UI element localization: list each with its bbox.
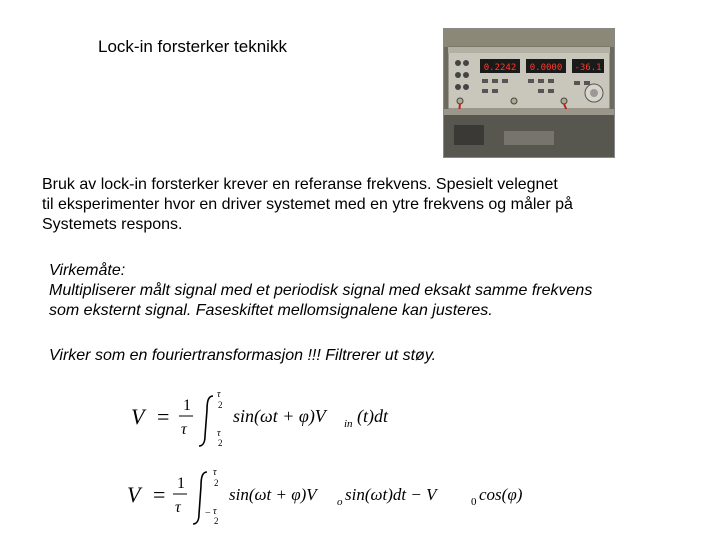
readout-1: 0.2242 <box>483 63 517 73</box>
eq2-tail: cos(φ) <box>479 485 523 504</box>
eq2-sub1: o <box>337 496 343 508</box>
method-heading: Virkemåte: <box>49 262 126 279</box>
method-paragraph <box>49 261 709 321</box>
eq2-upper-den: 2 <box>214 478 219 488</box>
intro-line: Systemets respons. <box>42 216 183 233</box>
intro-paragraph <box>42 175 682 235</box>
readout-2: 0.0000 <box>529 63 563 73</box>
eq2-equals: = <box>153 482 166 507</box>
eq2-lower-num: τ <box>213 506 217 517</box>
lock-in-amplifier-photo <box>443 28 615 158</box>
instrument-image <box>444 29 614 157</box>
intro-line: Bruk av lock-in forsterker krever en referanse frekvens. Spesielt velegnet <box>42 176 558 193</box>
eq1-upper: τ <box>217 389 221 400</box>
eq2-frac-num: 1 <box>177 475 185 492</box>
method-line: som eksternt signal. Faseskiftet mellomsignalene kan justeres. <box>49 302 493 319</box>
eq2-lower-minus: − <box>205 508 211 519</box>
eq1-frac-den: τ <box>181 421 187 438</box>
eq2-frac-den: τ <box>175 499 181 516</box>
slide-title: Lock-in forsterker teknikk <box>98 37 287 56</box>
equation-2 <box>125 466 545 530</box>
eq1-integral <box>199 396 213 446</box>
eq1-upper-den: 2 <box>218 400 223 410</box>
eq1-equals: = <box>157 404 170 429</box>
intro-line: til eksperimenter hvor en driver systemet med en ytre frekvens og måler på <box>42 196 573 213</box>
eq1-lower: τ <box>217 428 221 439</box>
eq1-lhs: V <box>131 404 145 429</box>
readout-3: -36.1 <box>574 63 602 73</box>
eq2-upper: τ <box>213 467 217 478</box>
eq2-lower-den: 2 <box>214 516 219 526</box>
fourier-note: Virker som en fouriertransformasjon !!! Filtrerer ut støy. <box>49 347 437 364</box>
eq1-integrand: sin(ωt + φ)V <box>233 406 326 426</box>
equation-1 <box>125 388 415 450</box>
eq2-sub2: 0 <box>471 496 477 508</box>
eq1-tail: (t)dt <box>357 406 388 426</box>
eq1-frac-num: 1 <box>183 397 191 414</box>
method-line: Multipliserer målt signal med et periodisk signal med eksakt samme frekvens <box>49 282 593 299</box>
eq2-integrand: sin(ωt + φ)V <box>229 485 317 504</box>
eq1-sub: in <box>344 418 353 430</box>
eq1-lower-den: 2 <box>218 438 223 448</box>
eq2-lhs: V <box>127 482 141 507</box>
eq2-mid: sin(ωt)dt − V <box>345 485 437 504</box>
